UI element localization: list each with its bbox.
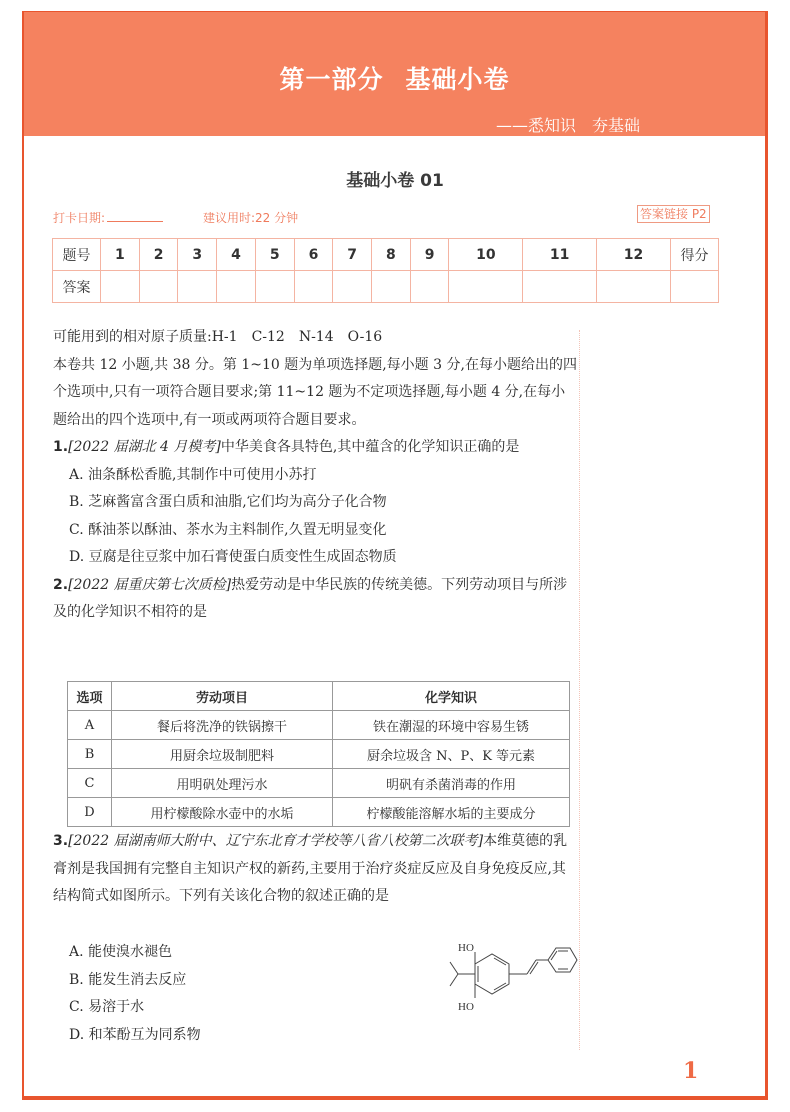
phenyl-ring [548, 948, 577, 972]
q2-cell-option: B [68, 740, 112, 769]
question-3 [53, 828, 578, 911]
answer-cell[interactable] [449, 271, 523, 303]
question-stem: 中华美食各具特色,其中蕴含的化学知识正确的是 [220, 439, 520, 455]
q2-header-labor: 劳动项目 [112, 682, 333, 711]
option-d[interactable]: D. 和苯酚互为同系物 [69, 1026, 201, 1043]
question-source: [2022 届重庆第七次质检] [68, 576, 232, 593]
question-stem: 本维莫德的乳膏剂是我国拥有完整自主知识产权的新药,主要用于治疗炎症反应及自身免疫反应,其结构简式如图所示。下列有关该化合物的叙述正确的是 [53, 833, 568, 904]
option-d[interactable]: D. 豆腐是往豆浆中加石膏使蛋白质变性生成固态物质 [69, 549, 397, 565]
section-banner [24, 12, 765, 136]
answer-link[interactable]: 答案链接 P2 [637, 205, 710, 223]
question-1 [53, 434, 578, 572]
grid-question-number: 2 [139, 239, 178, 271]
main-content [53, 324, 578, 627]
grid-question-number: 7 [333, 239, 372, 271]
banner-title-name: 基础小卷 [405, 65, 510, 94]
answer-cell[interactable] [294, 271, 333, 303]
question-number: 2. [53, 576, 69, 593]
isopropyl-methyl [450, 974, 458, 986]
q2-cell-labor: 用明矾处理污水 [112, 769, 333, 798]
answer-cell[interactable] [101, 271, 140, 303]
chemical-structure-diagram [430, 938, 580, 1033]
option-b[interactable]: B. 能发生消去反应 [69, 971, 187, 988]
answer-cell[interactable] [255, 271, 294, 303]
checkin-date-blank[interactable] [107, 211, 163, 222]
banner-title-part: 第一部分 [279, 65, 384, 94]
grid-question-number: 12 [597, 239, 671, 271]
instructions: 本卷共 12 小题,共 38 分。第 1~10 题为单项选择题,每小题 3 分,在每小题给出的四个选项中,只有一项符合题目要求;第 11~12 题为不定项选择题,每小题 4 分,在每小题给出的四个选项中,有一项或两项符合题目要求。 [53, 356, 577, 428]
option-a[interactable]: A. 能使溴水褪色 [69, 944, 173, 960]
q2-table [67, 681, 570, 827]
quiz-title: 基础小卷 01 [346, 171, 444, 191]
oh-label-bottom: HO [458, 1001, 474, 1013]
score-cell[interactable] [671, 271, 719, 303]
option-c[interactable]: C. 易溶于水 [69, 999, 145, 1015]
grid-question-number: 4 [217, 239, 256, 271]
isopropyl-methyl [450, 962, 458, 974]
option-c[interactable]: C. 酥油茶以酥油、茶水为主料制作,久置无明显变化 [69, 521, 387, 538]
oh-label-top: HO [458, 942, 474, 954]
q2-header-knowledge: 化学知识 [333, 682, 570, 711]
answer-cell[interactable] [372, 271, 411, 303]
grid-question-number: 3 [178, 239, 217, 271]
checkin-date [53, 209, 163, 226]
question-number: 1. [53, 439, 69, 455]
phenyl-double-bond [551, 951, 557, 960]
table-row [68, 711, 570, 740]
q2-header-option: 选项 [68, 682, 112, 711]
option-a[interactable]: A. 油条酥松香脆,其制作中可使用小苏打 [69, 466, 317, 483]
q2-cell-labor: 用厨余垃圾制肥料 [112, 740, 333, 769]
q2-cell-knowledge: 明矾有杀菌消毒的作用 [333, 769, 570, 798]
q2-cell-knowledge: 厨余垃圾含 N、P、K 等元素 [333, 740, 570, 769]
grid-question-number: 1 [101, 239, 140, 271]
question-number: 3. [53, 833, 69, 849]
question-source: [2022 届湖南师大附中、辽宁东北育才学校等八省八校第二次联考] [68, 833, 484, 849]
answer-grid-number-row [53, 239, 719, 271]
q2-cell-labor: 用柠檬酸除水壶中的水垢 [112, 798, 333, 827]
q2-cell-labor: 餐后将洗净的铁锅擦干 [112, 711, 333, 740]
answer-grid-answer-row [53, 271, 719, 303]
q2-cell-knowledge: 柠檬酸能溶解水垢的主要成分 [333, 798, 570, 827]
table-row [68, 798, 570, 827]
grid-row-label: 答案 [53, 271, 101, 303]
checkin-date-label: 打卡日期: [53, 211, 106, 225]
grid-question-number: 5 [255, 239, 294, 271]
grid-question-number: 10 [449, 239, 523, 271]
answer-grid [52, 238, 719, 303]
banner-title [24, 60, 765, 96]
option-b[interactable]: B. 芝麻酱富含蛋白质和油脂,它们均为高分子化合物 [69, 494, 387, 510]
grid-question-number: 11 [523, 239, 597, 271]
grid-score-label: 得分 [671, 239, 719, 271]
grid-question-number: 8 [372, 239, 411, 271]
banner-subtitle: ——悉知识 夯基础 [495, 116, 640, 135]
q2-cell-knowledge: 铁在潮湿的环境中容易生锈 [333, 711, 570, 740]
answer-cell[interactable] [178, 271, 217, 303]
central-ring [475, 954, 509, 994]
atomic-masses: 可能用到的相对原子质量:H-1 C-12 N-14 O-16 [53, 329, 383, 345]
answer-cell[interactable] [333, 271, 372, 303]
answer-cell[interactable] [523, 271, 597, 303]
answer-cell[interactable] [217, 271, 256, 303]
page-number: 1 [683, 1058, 699, 1084]
table-row [68, 740, 570, 769]
answer-cell[interactable] [410, 271, 449, 303]
q2-cell-option: C [68, 769, 112, 798]
suggested-time: 建议用时:22 分钟 [203, 211, 299, 225]
grid-question-number: 9 [410, 239, 449, 271]
answer-cell[interactable] [139, 271, 178, 303]
question-3-options [53, 939, 201, 1049]
grid-question-number: 6 [294, 239, 333, 271]
structure-bonds [450, 948, 577, 998]
q2-table-header [68, 682, 570, 711]
q2-cell-option: D [68, 798, 112, 827]
answer-cell[interactable] [597, 271, 671, 303]
table-row [68, 769, 570, 798]
question-source: [2022 届湖北 4 月模考] [68, 439, 221, 455]
q2-cell-option: A [68, 711, 112, 740]
question-stem: 热爱劳动是中华民族的传统美德。下列劳动项目与所涉及的化学知识不相符的是 [53, 576, 568, 620]
question-2 [53, 572, 578, 627]
grid-row-label: 题号 [53, 239, 101, 271]
